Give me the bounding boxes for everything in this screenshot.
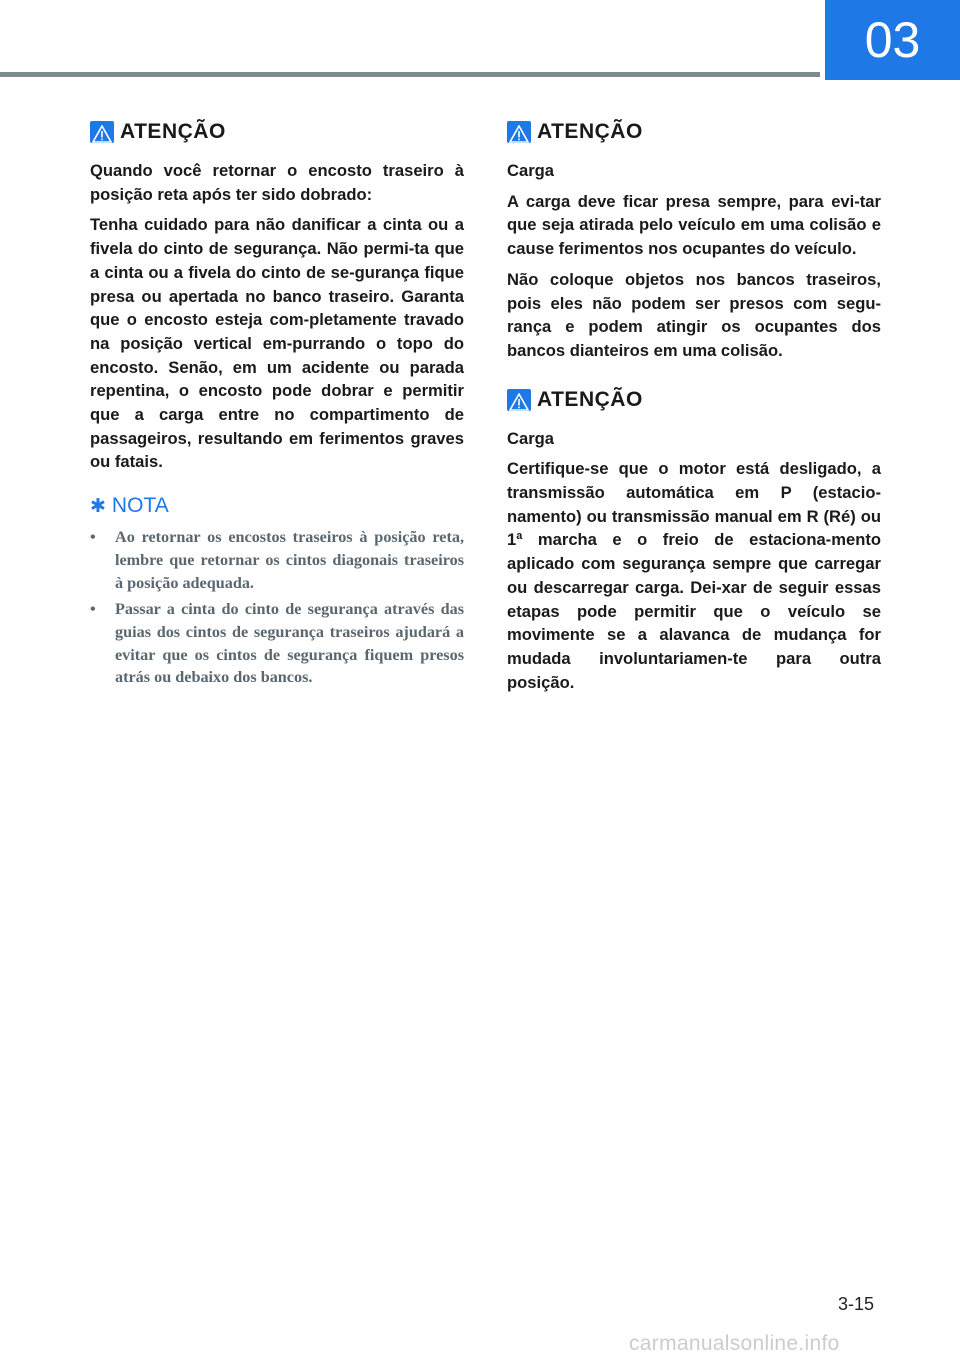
warning-header xyxy=(507,115,881,149)
watermark: carmanualsonline.info xyxy=(629,1332,840,1355)
note-box xyxy=(90,494,464,689)
warning-header xyxy=(507,383,881,417)
asterisk-icon: ✱ xyxy=(90,495,106,517)
warning-paragraph: Certifique-se que o motor está desligado, a transmissão automática em P (estacio-namento) ou transmissão manual em R (Ré) ou 1ª marcha e o freio de estaciona-mento aplicado com segurança sempre que carregar ou descarregar carga. Dei-xar de seguir essas etapas pode permitir que o veículo se movimente se a alavanca de mudança for mudada involuntariamen-te para outra posição. xyxy=(507,459,881,692)
warning-subtitle: Carga xyxy=(507,428,555,448)
note-title: NOTA xyxy=(111,494,169,518)
warning-box-cargo-1 xyxy=(507,115,881,363)
warning-paragraph: Não coloque objetos nos bancos traseiros, pois eles não podem ser presos com segu-rança e podem atingir os ocupantes dos bancos dianteiros em uma colisão. xyxy=(507,269,881,360)
chapter-tab: 03 xyxy=(825,0,960,80)
warning-subtitle: Carga xyxy=(507,161,555,180)
warning-header xyxy=(90,115,464,149)
note-list xyxy=(90,526,464,689)
note-header xyxy=(90,494,464,518)
warning-title: ATENÇÃO xyxy=(120,120,226,143)
left-column xyxy=(90,115,464,693)
warning-title: ATENÇÃO xyxy=(537,120,643,143)
warning-triangle-icon xyxy=(90,121,114,143)
warning-paragraph: A carga deve ficar presa sempre, para evi-tar que seja atirada pelo veículo em uma colisão e cause ferimentos nos ocupantes do veículo. xyxy=(507,191,881,259)
warning-triangle-icon xyxy=(507,121,531,143)
warning-title: ATENÇÃO xyxy=(537,387,643,411)
header-rule xyxy=(0,72,820,77)
right-column xyxy=(507,115,881,714)
note-item: • Ao retornar os encostos traseiros à posição reta, lembre que retornar os cintos diagonais traseiros à posição adequada. xyxy=(90,526,464,594)
note-item: • Passar a cinta do cinto de segurança através das guias dos cintos de segurança traseiros ajudará a evitar que os cintos de segurança fiquem presos atrás ou debaixo dos bancos. xyxy=(90,598,464,689)
warning-box-seat-back xyxy=(90,115,464,474)
warning-paragraph: Tenha cuidado para não danificar a cinta ou a fivela do cinto de segurança. Não permi-ta que a cinta ou a fivela do cinto de se-gurança fique presa ou apertada no banco traseiro. Garanta que o encosto esteja com-pletamente travado na posição vertical em-purrando o topo do encosto. Senão, em um acidente ou parada repentina, o encosto pode dobrar e permitir que a carga entre no compartimento de passageiros, resultando em ferimentos graves ou fatais. xyxy=(90,215,464,472)
warning-triangle-icon xyxy=(507,389,531,411)
warning-paragraph: Quando você retornar o encosto traseiro à posição reta após ter sido dobrado: xyxy=(90,161,464,204)
warning-box-cargo-2 xyxy=(507,383,881,695)
page-number: 3-15 xyxy=(838,1294,875,1314)
